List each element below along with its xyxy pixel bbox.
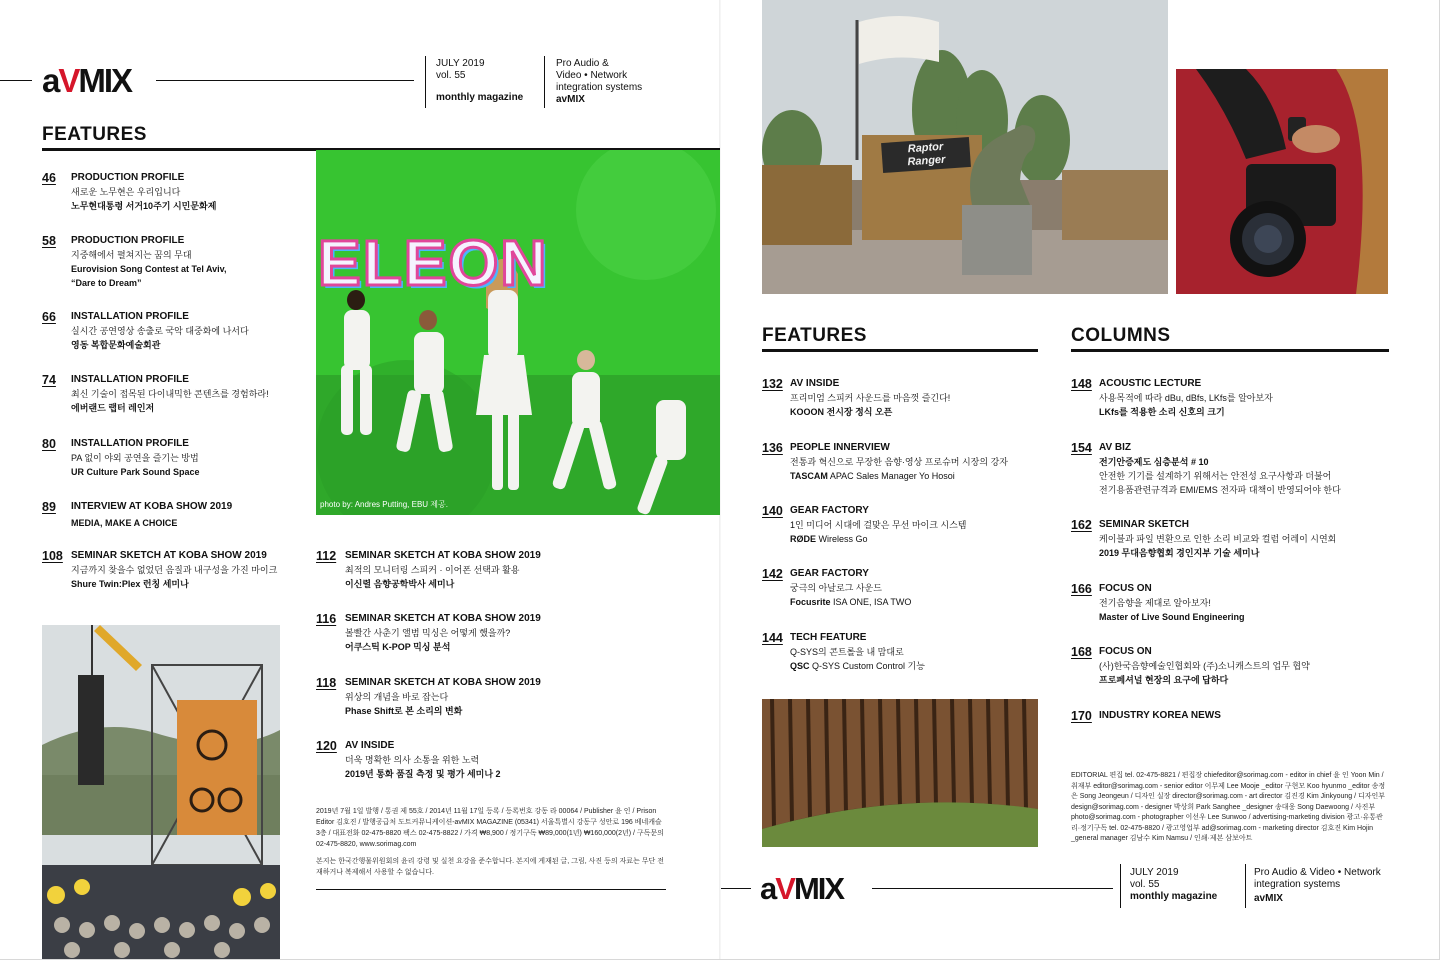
eurovision-stage-photo (316, 150, 720, 515)
magazine-kind: monthly magazine (436, 92, 524, 103)
masthead-tagline: Pro Audio & Video • Network integration systems avMIX (556, 58, 643, 105)
container (762, 165, 852, 245)
imprint-rule (316, 889, 666, 890)
statue-pedestal (962, 205, 1032, 275)
copyright-notice: 본지는 한국간행물위원회의 윤리 강령 및 실천 요강을 준수합니다. 본지에 게재된 글, 그림, 사진 등의 자료는 무단 전재하거나 복제해서 사용할 수 없습니다. (316, 858, 665, 876)
raptor-ranger-photo (762, 0, 1168, 294)
masthead-divider-2 (544, 56, 545, 108)
festival-illustration (42, 625, 280, 960)
features-rule-right (762, 349, 1038, 352)
editorial-credits: EDITORIAL 편집 tel. 02-475-8821 / 편집장 chiefeditor@sorimag.com - editor in chief 윤 인 Yoon Min / 취재부 editor@sorimag.com - senior editor 이무제 Lee Mooje _editor 구현모 Koo hyunmo _editor 송정은 Song Jeongeun / 디자인 실장 director@sorimag.com - art director 김진경 Kim Jinkyoung / 디자인부 design@sorimag.com - designer 박상희 Park Sanghee _designer 송대웅 Song Daewoong / 사진부 photo@sorimag.com - photographer 이선우 Lee Sunwoo / advertising-marketing division 광고·유통관리·정기구독 tel. 02-475-8820 / 광고영업부 ad@sorimag.com - marketing director 김호진 Kim Hojin _general manager 김남수 Kim Namsu / 인쇄·제본 삼보아트 (1071, 772, 1386, 842)
bottom-masthead-divider-2 (1245, 864, 1246, 908)
issue-volume: vol. 55 (436, 70, 466, 81)
architecture-photo (762, 699, 1038, 847)
banner (177, 700, 257, 835)
masthead-rule-left (0, 80, 32, 81)
stage-illustration (316, 150, 720, 515)
bottom-masthead-rule-right (872, 888, 1113, 889)
bottom-issue-info: JULY 2019 vol. 55 monthly magazine (1130, 867, 1218, 902)
masthead-rule-right (156, 80, 414, 81)
speaker-array (78, 675, 104, 785)
imprint-text: 2019년 7월 1일 발행 / 통권 제 55호 / 2014년 11월 17일 등록 / 등록번호 강동 라 00064 / Publisher 윤 인 / Prison Editor 김호진 / 발행공급처 도트커뮤니케이션-avMIX MAGAZINE (05341) 서울특별시 강동구 성안로 196 베네캐슬 3층 / 대표전화 02-475-8820 팩스 02-475-8822 / 가격 ₩8,900 / 정기구독 ₩89,000(1년) ₩160,000(2년) / 구독문의 02-475-8820, www.sorimag.com (316, 808, 664, 848)
hand (1292, 125, 1340, 153)
camera-illustration (1176, 69, 1388, 294)
raptor-ranger-sign: Raptor Ranger (881, 137, 971, 173)
bottom-masthead-rule-left (721, 888, 751, 889)
flag (859, 16, 939, 64)
bottom-masthead-tagline: Pro Audio & Video • Network integration systems avMIX (1254, 867, 1381, 904)
stage-screen-text: ELEON (318, 227, 549, 299)
masthead-divider-1 (425, 56, 426, 108)
avmix-logo-bottom: aVMIX (760, 871, 844, 906)
avmix-logo: aVMIX (42, 62, 132, 99)
bottom-masthead-divider-1 (1120, 864, 1121, 908)
issue-date: JULY 2019 (436, 58, 485, 69)
features-heading: FEATURES (42, 124, 147, 145)
rode-camera-photo (1176, 69, 1388, 294)
architecture-illustration (762, 699, 1038, 847)
columns-rule (1071, 349, 1389, 352)
photo-credit: photo by: Andres Putting, EBU 제공. (320, 500, 448, 509)
columns-heading: COLUMNS (1071, 325, 1171, 346)
issue-info (436, 58, 523, 104)
festival-crane-photo (42, 625, 280, 960)
features-heading-right: FEATURES (762, 325, 867, 346)
